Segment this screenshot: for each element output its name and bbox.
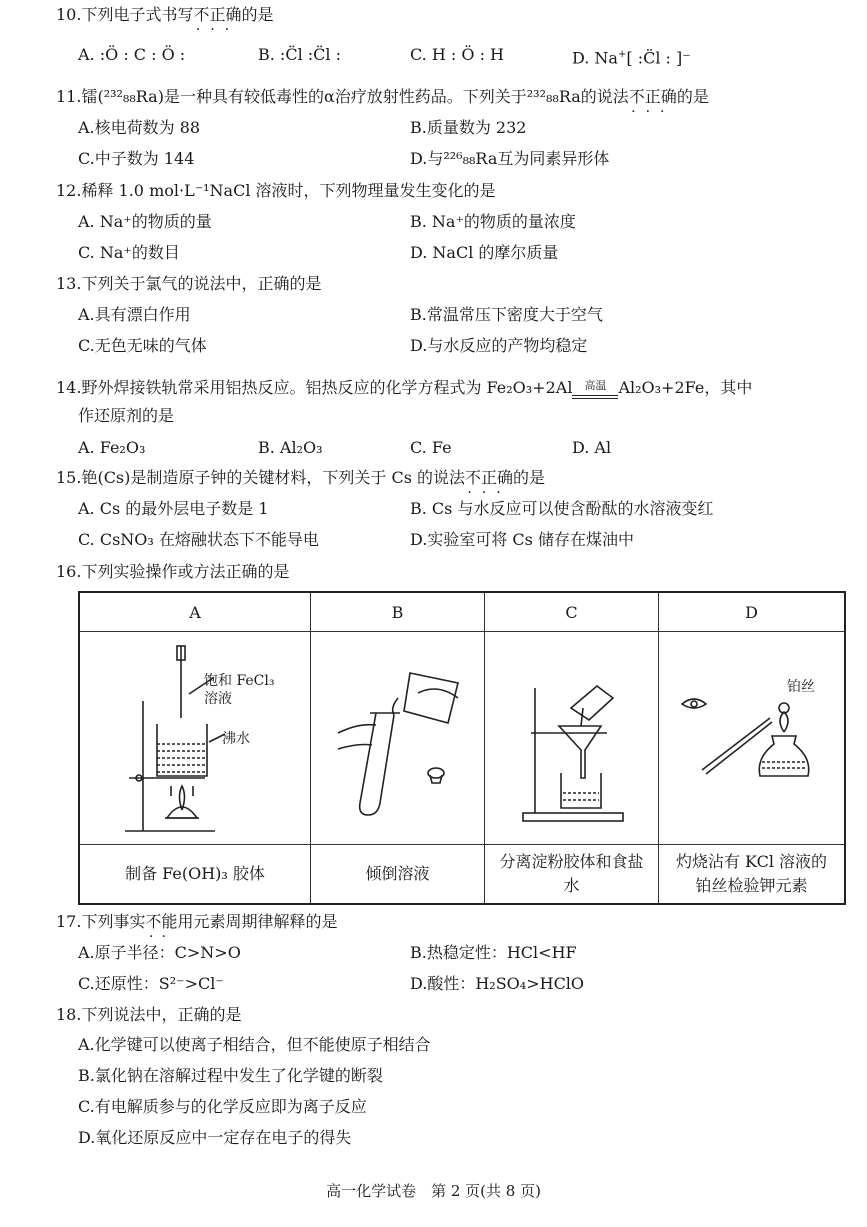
question-14-stem-cont: 作还原剂的是 xyxy=(78,406,175,425)
question-15-option-b: B. Cs 与水反应可以使含酚酞的水溶液变红 xyxy=(410,499,714,518)
question-10-option-d: D. Na+[ :C̈l : ]⁻ xyxy=(572,48,691,68)
question-10-stem xyxy=(56,4,274,38)
question-14-option-d: D. Al xyxy=(572,438,612,457)
question-13-option-d: D.与水反应的产物均稳定 xyxy=(410,336,588,355)
figure-a xyxy=(79,632,311,845)
question-18-stem: 18.下列说法中，正确的是 xyxy=(56,1005,242,1024)
figure-b xyxy=(311,632,485,845)
stem-text: 10.下列电子式书写 xyxy=(56,5,194,24)
question-14-option-b: B. Al₂O₃ xyxy=(258,438,323,457)
reaction-condition: 高温 xyxy=(572,385,618,399)
question-12-stem: 12.稀释 1.0 mol·L⁻¹NaCl 溶液时，下列物理量发生变化的是 xyxy=(56,181,496,200)
question-12-option-c: C. Na⁺的数目 xyxy=(78,243,180,262)
question-17-option-a: A.原子半径：C>N>O xyxy=(78,943,241,962)
question-13-option-c: C.无色无味的气体 xyxy=(78,336,207,355)
caption-d: 灼烧沾有 KCl 溶液的铂丝检验钾元素 xyxy=(659,845,846,905)
caption-b: 倾倒溶液 xyxy=(311,845,485,905)
caption-a: 制备 Fe(OH)₃ 胶体 xyxy=(79,845,311,905)
question-10-option-a: A. :Ö : C : Ö : xyxy=(78,45,186,64)
header-b: B xyxy=(311,592,485,632)
question-16-stem: 16.下列实验操作或方法正确的是 xyxy=(56,562,290,581)
header-c: C xyxy=(485,592,659,632)
question-12-option-a: A. Na⁺的物质的量 xyxy=(78,212,212,231)
experiment-table xyxy=(78,591,846,905)
label-fecl3: 饱和 FeCl₃ 溶液 xyxy=(204,673,275,707)
question-11-option-b: B.质量数为 232 xyxy=(410,118,527,137)
emphasis-text: 不能 ·· xyxy=(145,912,178,945)
stem-text-end: 的是 xyxy=(241,5,274,24)
question-17-option-c: C.还原性：S²⁻>Cl⁻ xyxy=(78,974,224,993)
question-17-stem: 17.下列事实不能 ·· 用元素周期律解释的是 xyxy=(56,912,338,945)
question-18-option-c: C.有电解质参与的化学反应即为离子反应 xyxy=(78,1097,367,1116)
question-15-option-c: C. CsNO₃ 在熔融状态下不能导电 xyxy=(78,530,319,549)
question-13-option-b: B.常温常压下密度大于空气 xyxy=(410,305,603,324)
question-14-option-c: C. Fe xyxy=(410,438,452,457)
figure-c xyxy=(485,632,659,845)
question-14-option-a: A. Fe₂O₃ xyxy=(78,438,146,457)
header-d: D xyxy=(659,592,846,632)
question-12-option-d: D. NaCl 的摩尔质量 xyxy=(410,243,559,262)
question-10-option-b: B. :C̈l :C̈l : xyxy=(258,45,341,64)
question-15-stem: 15.铯(Cs)是制造原子钟的关键材料，下列关于 Cs 的说法不正确 ··· 的是 xyxy=(56,468,546,501)
question-11-option-c: C.中子数为 144 xyxy=(78,149,195,168)
question-14-stem: 14.野外焊接铁轨常采用铝热反应。铝热反应的化学方程式为 Fe₂O₃+2Al 高温 Al₂O₃+2Fe，其中 xyxy=(56,378,753,397)
question-13-option-a: A.具有漂白作用 xyxy=(78,305,191,324)
emphasis-text: 不正确 ··· xyxy=(465,468,514,501)
emphasis-text: 不正确 ··· xyxy=(193,5,242,38)
label-platinum-wire: 铂丝 xyxy=(787,679,815,695)
colloid-apparatus-icon xyxy=(85,636,305,841)
question-18-option-d: D.氧化还原反应中一定存在电子的得失 xyxy=(78,1128,352,1147)
emphasis-text: 不正确 ··· xyxy=(628,87,677,120)
question-11-stem: 11.镭(²³²₈₈Ra)是一种具有较低毒性的α治疗放射性药品。下列关于²³²₈₈Ra的说法不正确 ··· 的是 xyxy=(56,87,709,120)
question-15-option-d: D.实验室可将 Cs 储存在煤油中 xyxy=(410,530,634,549)
question-13-stem: 13.下列关于氯气的说法中，正确的是 xyxy=(56,274,322,293)
filtration-apparatus-icon xyxy=(497,648,647,828)
question-18-option-b: B.氯化钠在溶解过程中发生了化学键的断裂 xyxy=(78,1066,383,1085)
question-17-option-d: D.酸性：H₂SO₄>HClO xyxy=(410,974,585,993)
page-footer: 高一化学试卷 第 2 页(共 8 页) xyxy=(326,1182,541,1200)
question-17-option-b: B.热稳定性：HCl<HF xyxy=(410,943,577,962)
question-12-option-b: B. Na⁺的物质的量浓度 xyxy=(410,212,576,231)
label-boiling-water: 沸水 xyxy=(222,731,250,747)
caption-c: 分离淀粉胶体和食盐水 xyxy=(485,845,659,905)
figure-d xyxy=(659,632,846,845)
question-18-option-a: A.化学键可以使离子相结合，但不能使原子相结合 xyxy=(78,1035,431,1054)
header-a: A xyxy=(79,592,311,632)
pouring-solution-icon xyxy=(318,653,478,823)
question-10-option-c: C. H : Ö : H xyxy=(410,45,504,64)
question-15-option-a: A. Cs 的最外层电子数是 1 xyxy=(78,499,269,518)
question-11-option-a: A.核电荷数为 88 xyxy=(78,118,201,137)
question-11-option-d: D.与²²⁶₈₈Ra互为同素异形体 xyxy=(410,149,610,168)
